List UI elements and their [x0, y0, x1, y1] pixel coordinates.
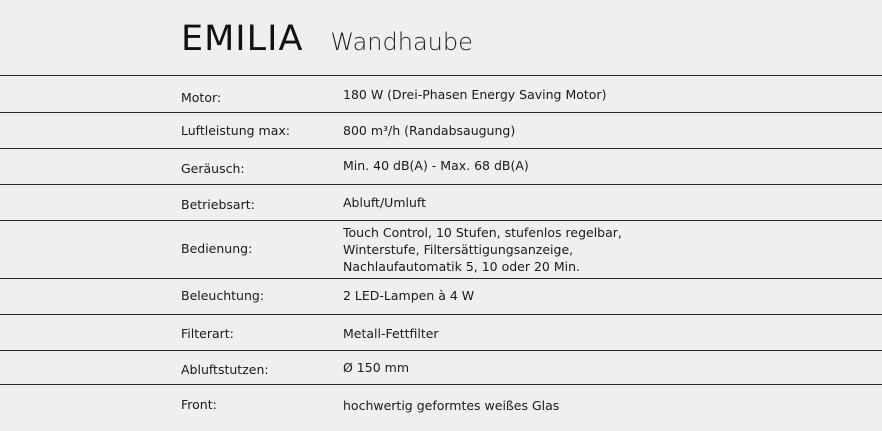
spec-value: [343, 359, 409, 376]
spec-label: Beleuchtung:: [181, 288, 265, 303]
spec-row-lighting: [0, 279, 882, 315]
model-name: EMILIA: [181, 19, 304, 59]
spec-row-filter: [0, 315, 882, 351]
spec-label: Motor:: [181, 90, 222, 105]
spec-value-line: Abluft/Umluft: [343, 195, 426, 210]
spec-value: [343, 194, 426, 211]
spec-label: Geräusch:: [181, 161, 245, 176]
spec-label: Abluftstutzen:: [181, 362, 269, 377]
spec-value: [343, 325, 439, 342]
spec-value-line: 180 W (Drei-Phasen Energy Saving Motor): [343, 87, 607, 102]
spec-value: [343, 86, 606, 103]
spec-row-motor: [0, 76, 882, 113]
spec-table: [0, 75, 882, 431]
spec-label: Betriebsart:: [181, 197, 255, 212]
spec-value-line: 2 LED-Lampen à 4 W: [343, 288, 475, 303]
spec-value-line: hochwertig geformtes weißes Glas: [343, 398, 560, 413]
spec-label: Bedienung:: [181, 241, 253, 256]
spec-row-front: [0, 385, 882, 431]
spec-label: Luftleistung max:: [181, 123, 290, 138]
spec-value-line: Ø 150 mm: [343, 360, 409, 375]
spec-value-line: Touch Control, 10 Stufen, stufenlos regelbar,: [343, 225, 622, 240]
page-header: [181, 18, 473, 68]
spec-value-line: Winterstufe, Filtersättigungsanzeige,: [343, 242, 574, 257]
spec-label: Front:: [181, 397, 217, 412]
spec-value-line: Min. 40 dB(A) - Max. 68 dB(A): [343, 158, 529, 173]
spec-row-airflow: [0, 113, 882, 149]
product-type: Wandhaube: [330, 28, 473, 56]
spec-value-line: Nachlaufautomatik 5, 10 oder 20 Min.: [343, 259, 581, 274]
spec-value: [343, 157, 529, 174]
spec-row-mode: [0, 185, 882, 221]
spec-row-controls: [0, 221, 882, 279]
spec-value-line: 800 m³/h (Randabsaugung): [343, 123, 516, 138]
spec-row-duct: [0, 351, 882, 385]
spec-label: Filterart:: [181, 326, 234, 341]
spec-value: [343, 287, 474, 304]
spec-value: [343, 122, 515, 139]
spec-value-line: Metall-Fettfilter: [343, 326, 439, 341]
spec-row-noise: [0, 149, 882, 185]
spec-value: [343, 397, 559, 414]
spec-value: [343, 224, 622, 275]
